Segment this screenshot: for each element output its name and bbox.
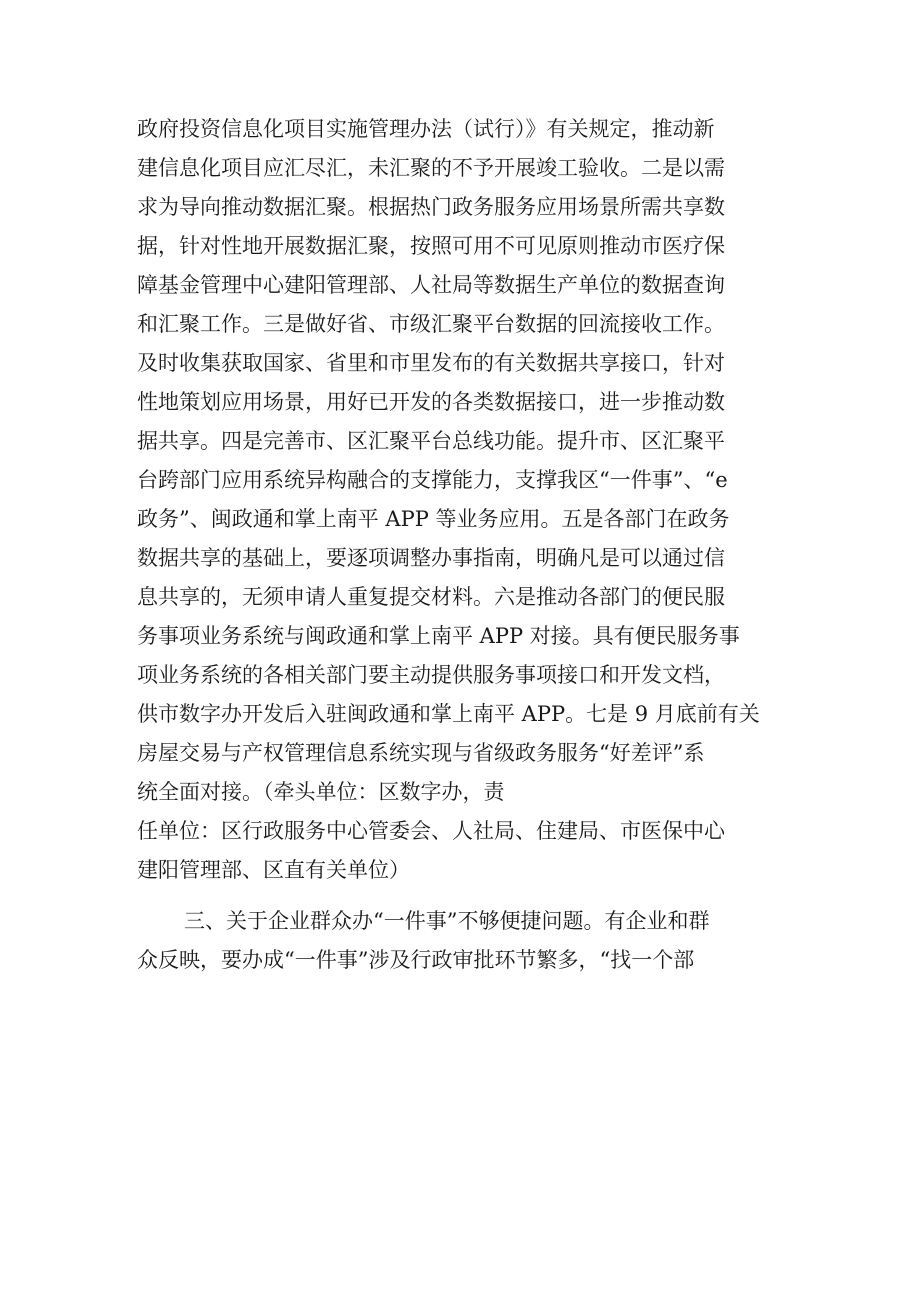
text-line: 据，针对性地开展数据汇聚，按照可用不可见原则推动市医疗保 [137,234,725,258]
text-line: 建阳管理部、区直有关单位） [137,858,410,882]
text-line: 求为导向推动数据汇聚。根据热门政务服务应用场景所需共享数 [137,195,725,219]
text-line: 台跨部门应用系统异构融合的支撑能力，支撑我区“一件事”、“e [137,468,728,492]
text-line: 建信息化项目应汇尽汇，未汇聚的不予开展竣工验收。二是以需 [137,156,725,180]
text-line: 任单位：区行政服务中心管委会、人社局、住建局、市医保中心 [137,819,725,843]
section-heading-line: 三、关于企业群众办“一件事”不够便捷问题。有企业和群 [184,909,710,933]
text-line: 统全面对接。（牵头单位：区数字办，责 [137,780,505,804]
text-line: 政府投资信息化项目实施管理办法（试行）》有关规定，推动新 [137,117,715,141]
text-line: 务事项业务系统与闽政通和掌上南平 APP 对接。具有便民服务事 [137,624,740,648]
text-line: 及时收集获取国家、省里和市里发布的有关数据共享接口，针对 [137,351,725,375]
document-body [137,110,797,980]
text-line: 房屋交易与产权管理信息系统实现与省级政务服务“好差评”系 [137,741,705,765]
text-line: 息共享的，无须申请人重复提交材料。六是推动各部门的便民服 [137,585,725,609]
text-line: 障基金管理中心建阳管理部、人社局等数据生产单位的数据查询 [137,273,725,297]
text-line: 和汇聚工作。三是做好省、市级汇聚平台数据的回流接收工作。 [137,312,725,336]
text-line: 政务”、闽政通和掌上南平 APP 等业务应用。五是各部门在政务 [137,507,730,531]
text-line: 数据共享的基础上，要逐项调整办事指南，明确凡是可以通过信 [137,546,725,570]
text-line: 众反映，要办成“一件事”涉及行政审批环节繁多，“找一个部 [137,948,695,972]
text-line: 项业务系统的各相关部门要主动提供服务事项接口和开发文档， [137,663,725,687]
text-line: 性地策划应用场景，用好已开发的各类数据接口，进一步推动数 [137,390,725,414]
text-line: 据共享。四是完善市、区汇聚平台总线功能。提升市、区汇聚平 [137,429,725,453]
text-line: 供市数字办开发后入驻闽政通和掌上南平 APP。七是 9 月底前有关 [137,702,760,726]
